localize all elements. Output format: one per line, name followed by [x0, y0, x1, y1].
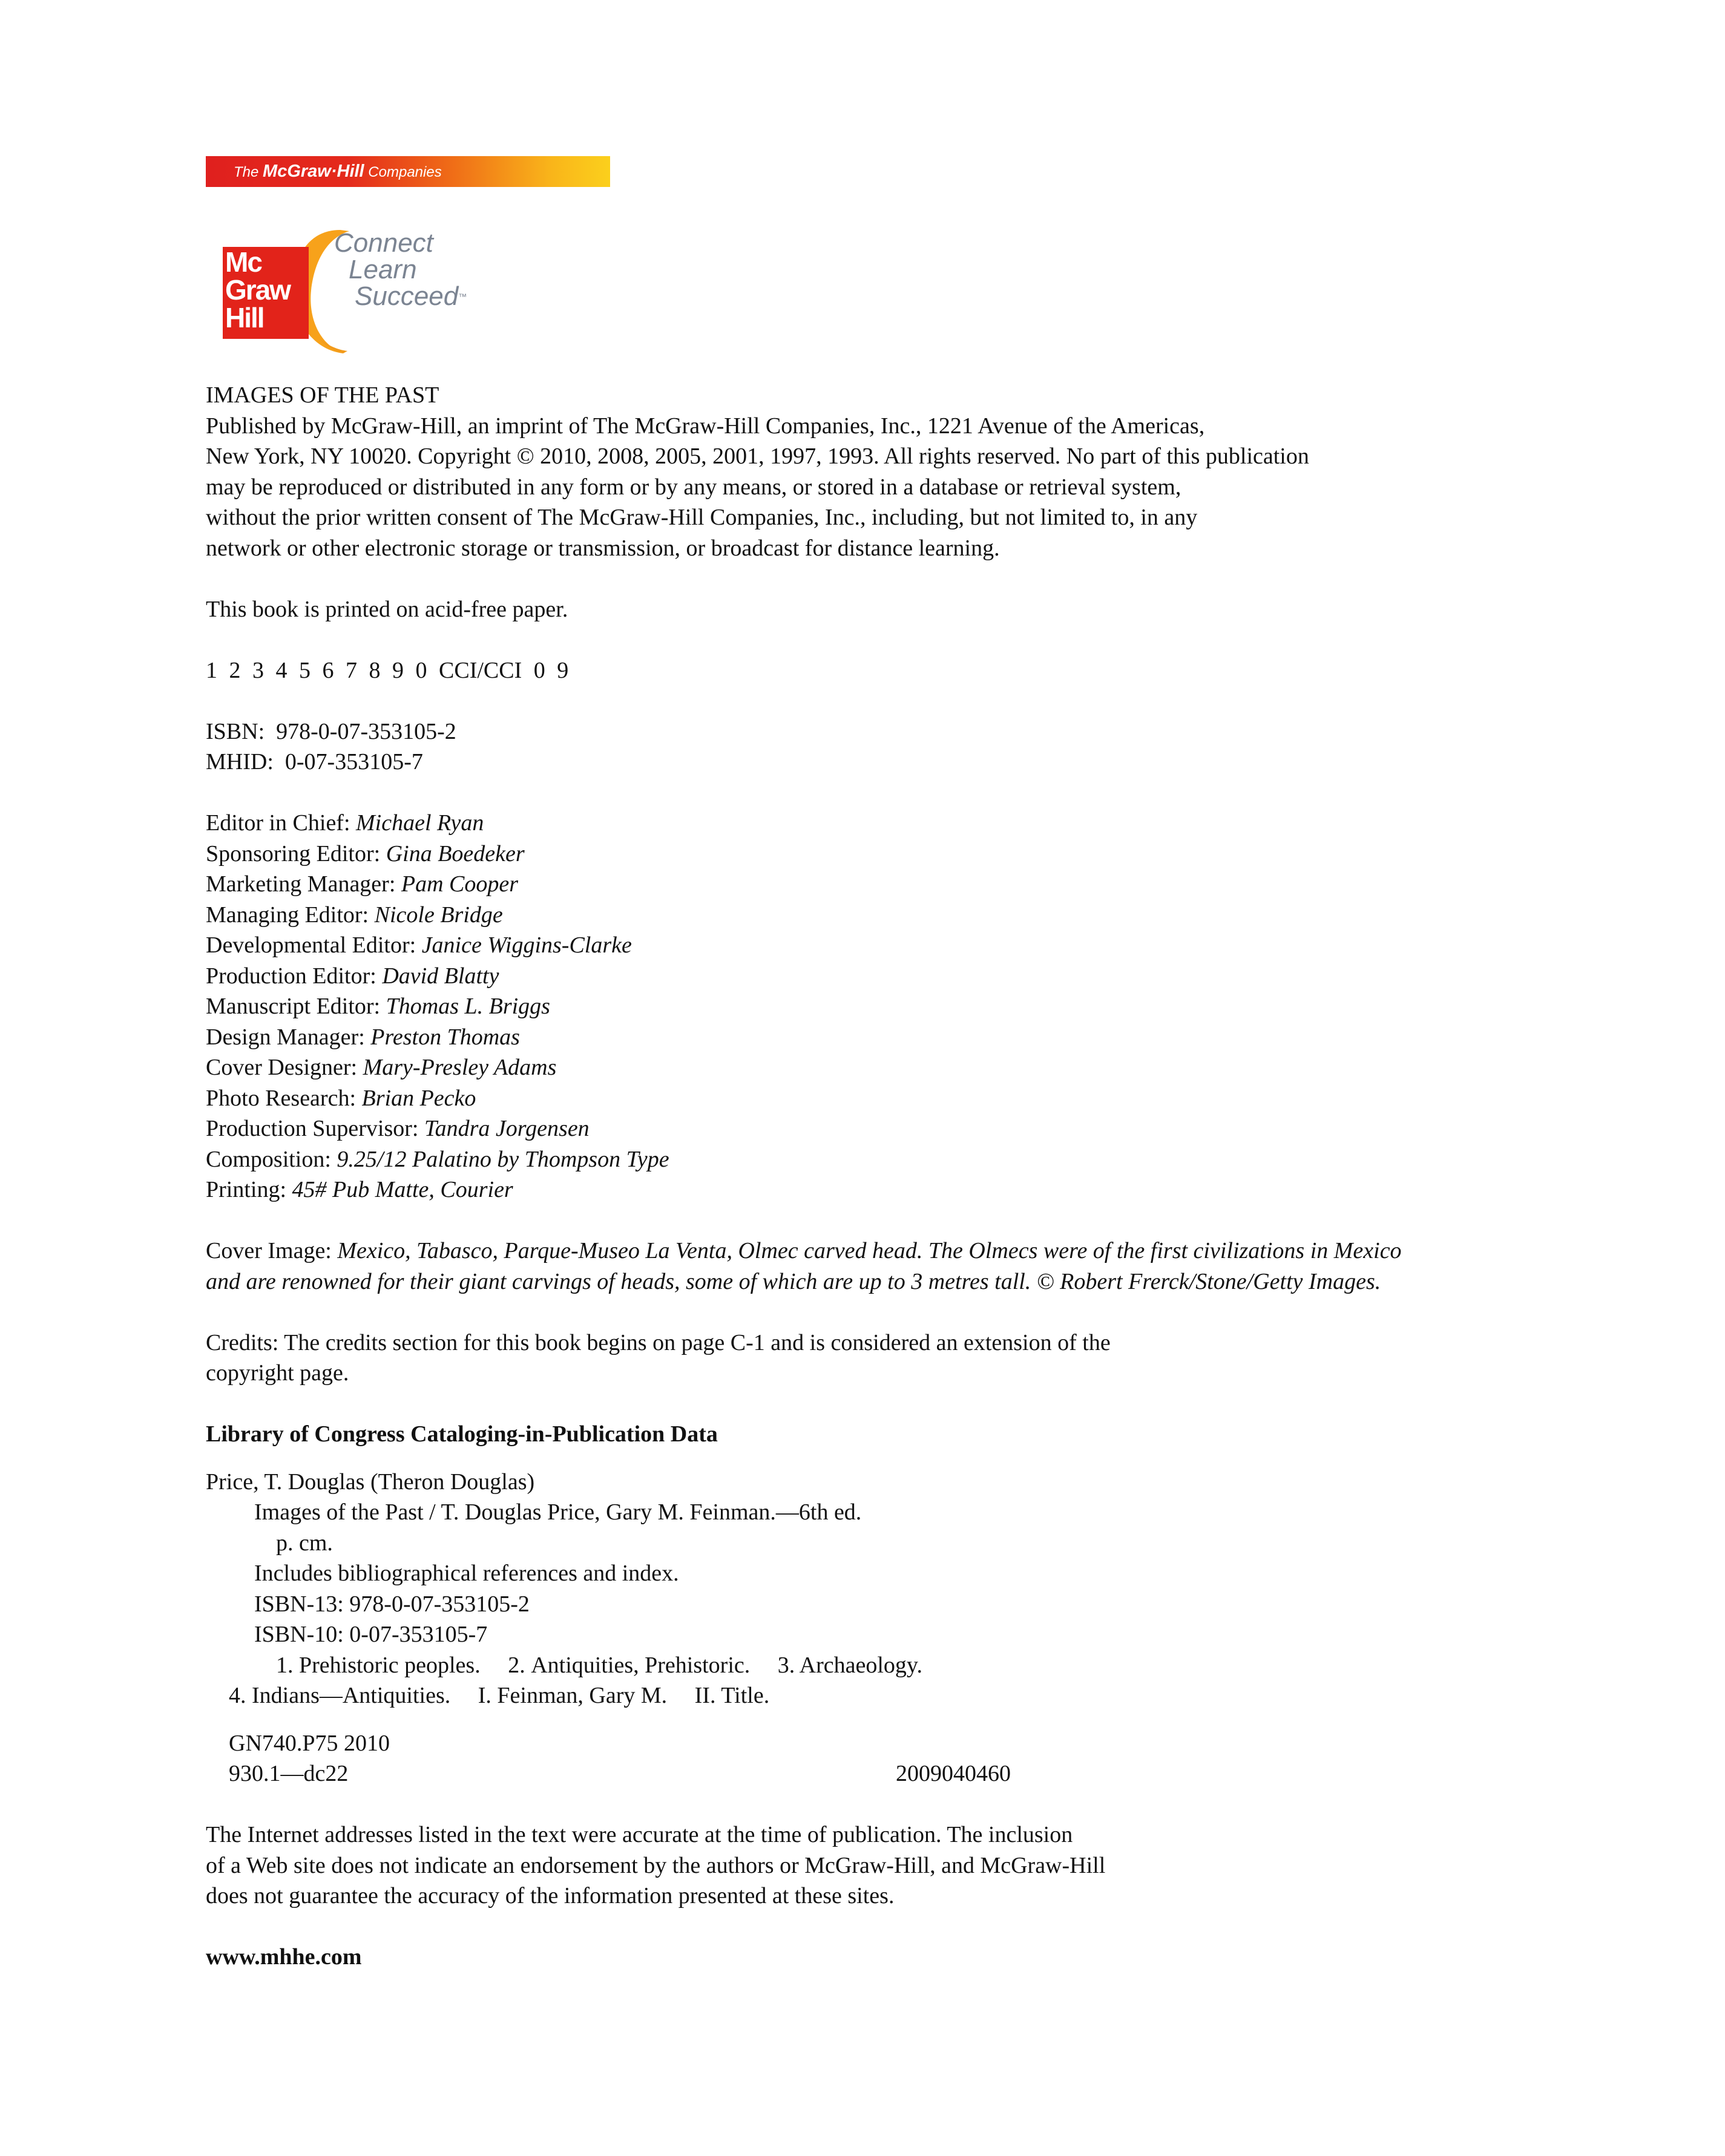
tagline-succeed: [355, 283, 467, 310]
staff-role: Cover Designer:: [206, 1055, 363, 1080]
staff-role: Production Supervisor:: [206, 1116, 424, 1141]
disclaimer-line: of a Web site does not indicate an endorsement by the authors or McGraw-Hill, and McGraw-Hill: [206, 1852, 1106, 1878]
logo-hill: Hill: [225, 302, 264, 333]
staff-name: David Blatty: [382, 963, 499, 989]
cover-label: Cover Image:: [206, 1238, 338, 1263]
subject-number: 2.: [508, 1652, 525, 1678]
tagline-succeed-text: Succeed: [355, 281, 459, 311]
website-link[interactable]: www.mhhe.com: [206, 1944, 362, 1970]
logo-graw: Graw: [225, 274, 291, 306]
subject-number: 3.: [777, 1652, 795, 1678]
staff-row: [206, 900, 1519, 931]
staff-role: Sponsoring Editor:: [206, 840, 386, 867]
staff-role: Composition:: [206, 1146, 337, 1172]
cover-description: and are renowned for their giant carvings of heads, some of which are up to 3 metres tall. © Robert Frerck/Stone/Getty Images.: [206, 1268, 1381, 1294]
cip-dewey: 930.1—dc22: [229, 1761, 349, 1786]
staff-name: 45# Pub Matte, Courier: [292, 1177, 513, 1202]
staff-row: [206, 991, 1519, 1022]
subject-text: Title.: [721, 1683, 770, 1708]
staff-row: [206, 961, 1519, 992]
staff-name: Nicole Bridge: [374, 902, 503, 928]
banner-the: The: [234, 164, 259, 180]
staff-row: [206, 1052, 1519, 1083]
cip-pcm: p. cm.: [276, 1530, 333, 1556]
staff-name: Preston Thomas: [370, 1024, 520, 1050]
staff-role: Design Manager:: [206, 1024, 371, 1050]
tagline-connect: Connect: [334, 228, 433, 258]
staff-row: [206, 839, 1519, 870]
subject-number: I.: [478, 1683, 491, 1708]
cip-title: Images of the Past / T. Douglas Price, Gary M. Feinman.—6th ed.: [254, 1499, 862, 1525]
staff-row: [206, 1022, 1519, 1053]
copyright-content: [206, 380, 1519, 1973]
staff-role: Printing:: [206, 1177, 292, 1202]
subject-text: Feinman, Gary M.: [497, 1683, 668, 1708]
staff-list: [206, 808, 1519, 1205]
logo-red-box: [223, 247, 309, 339]
staff-row: [206, 808, 1519, 839]
tagline-learn: Learn: [349, 255, 417, 284]
staff-role: Manuscript Editor:: [206, 994, 386, 1019]
staff-row: [206, 1175, 1519, 1205]
staff-row: [206, 1113, 1519, 1144]
staff-name: Janice Wiggins-Clarke: [421, 932, 632, 958]
cip-classification-row: [206, 1758, 1519, 1789]
mcgraw-hill-logo: [219, 223, 491, 355]
cip-block: [206, 1467, 1519, 1789]
isbn: ISBN: 978-0-07-353105-2: [206, 718, 456, 744]
cip-isbn10: ISBN-10: 0-07-353105-7: [254, 1622, 488, 1647]
subject-text: Antiquities, Prehistoric.: [531, 1652, 751, 1678]
subject-number: 1.: [276, 1652, 294, 1678]
staff-name: Tandra Jorgensen: [424, 1116, 590, 1141]
banner-text: [234, 162, 442, 182]
publisher-paragraph: [206, 411, 1519, 564]
publisher-line: Published by McGraw-Hill, an imprint of The McGraw-Hill Companies, Inc., 1221 Avenue of the Americas,: [206, 413, 1205, 439]
cip-lccn: 2009040460: [896, 1761, 1011, 1786]
staff-role: Editor in Chief:: [206, 810, 356, 836]
print-line: 1 2 3 4 5 6 7 8 9 0 CCI/CCI 0 9: [206, 657, 569, 683]
staff-role: Marketing Manager:: [206, 871, 401, 897]
staff-name: Thomas L. Briggs: [386, 994, 550, 1019]
internet-disclaimer: [206, 1820, 1519, 1912]
banner-companies: Companies: [368, 164, 442, 180]
staff-name: Gina Boedeker: [386, 840, 525, 867]
cip-subjects: [206, 1650, 1519, 1681]
book-title: IMAGES OF THE PAST: [206, 382, 439, 408]
staff-row: [206, 869, 1519, 900]
staff-role: Photo Research:: [206, 1085, 362, 1111]
staff-name: 9.25/12 Palatino by Thompson Type: [337, 1146, 669, 1172]
cip-heading: Library of Congress Cataloging-in-Publication Data: [206, 1421, 718, 1447]
staff-role: Production Editor:: [206, 963, 383, 989]
trademark-mark: ™: [458, 292, 467, 301]
publisher-line: network or other electronic storage or transmission, or broadcast for distance learning.: [206, 535, 1000, 561]
staff-row: [206, 1083, 1519, 1114]
mcgraw-hill-companies-banner: [206, 156, 610, 187]
staff-role: Managing Editor:: [206, 902, 375, 928]
subject-text: Prehistoric peoples.: [299, 1652, 481, 1678]
disclaimer-line: The Internet addresses listed in the text were accurate at the time of publication. The inclusion: [206, 1822, 1073, 1847]
publisher-line: New York, NY 10020. Copyright © 2010, 2008, 2005, 2001, 1997, 1993. All rights reserved. No part of this publication: [206, 444, 1309, 469]
subject-text: Indians—Antiquities.: [252, 1683, 451, 1708]
cip-isbn13: ISBN-13: 978-0-07-353105-2: [254, 1591, 530, 1617]
publisher-line: may be reproduced or distributed in any form or by any means, or stored in a database or retrieval system,: [206, 474, 1181, 500]
staff-name: Mary-Presley Adams: [363, 1055, 557, 1080]
cover-description: Mexico, Tabasco, Parque-Museo La Venta, Olmec carved head. The Olmecs were of the first civilizations in Mexico: [337, 1238, 1402, 1263]
cip-call-number: GN740.P75 2010: [229, 1730, 390, 1756]
subject-number: 4.: [229, 1683, 246, 1708]
banner-name: McGraw·Hill: [263, 162, 364, 181]
staff-row: [206, 930, 1519, 961]
credits-note: [206, 1328, 1519, 1389]
credits-line: copyright page.: [206, 1360, 349, 1386]
credits-line: Credits: The credits section for this book begins on page C-1 and is considered an extension of the: [206, 1329, 1111, 1355]
subject-number: II.: [694, 1683, 716, 1708]
cip-includes: Includes bibliographical references and index.: [254, 1561, 679, 1586]
acid-free-note: This book is printed on acid-free paper.: [206, 596, 568, 622]
cip-subjects-continued: [206, 1680, 1519, 1711]
staff-name: Brian Pecko: [361, 1085, 476, 1111]
cover-image-credit: [206, 1236, 1519, 1297]
staff-role: Developmental Editor:: [206, 932, 422, 958]
subject-text: Archaeology.: [799, 1652, 922, 1678]
staff-row: [206, 1144, 1519, 1175]
cip-author: Price, T. Douglas (Theron Douglas): [206, 1469, 535, 1495]
staff-name: Michael Ryan: [356, 810, 484, 836]
publisher-line: without the prior written consent of The McGraw-Hill Companies, Inc., including, but not limited to, in any: [206, 505, 1198, 530]
mhid: MHID: 0-07-353105-7: [206, 749, 423, 775]
staff-name: Pam Cooper: [401, 871, 519, 897]
disclaimer-line: does not guarantee the accuracy of the information presented at these sites.: [206, 1883, 895, 1909]
logo-mc: Mc: [225, 246, 261, 278]
